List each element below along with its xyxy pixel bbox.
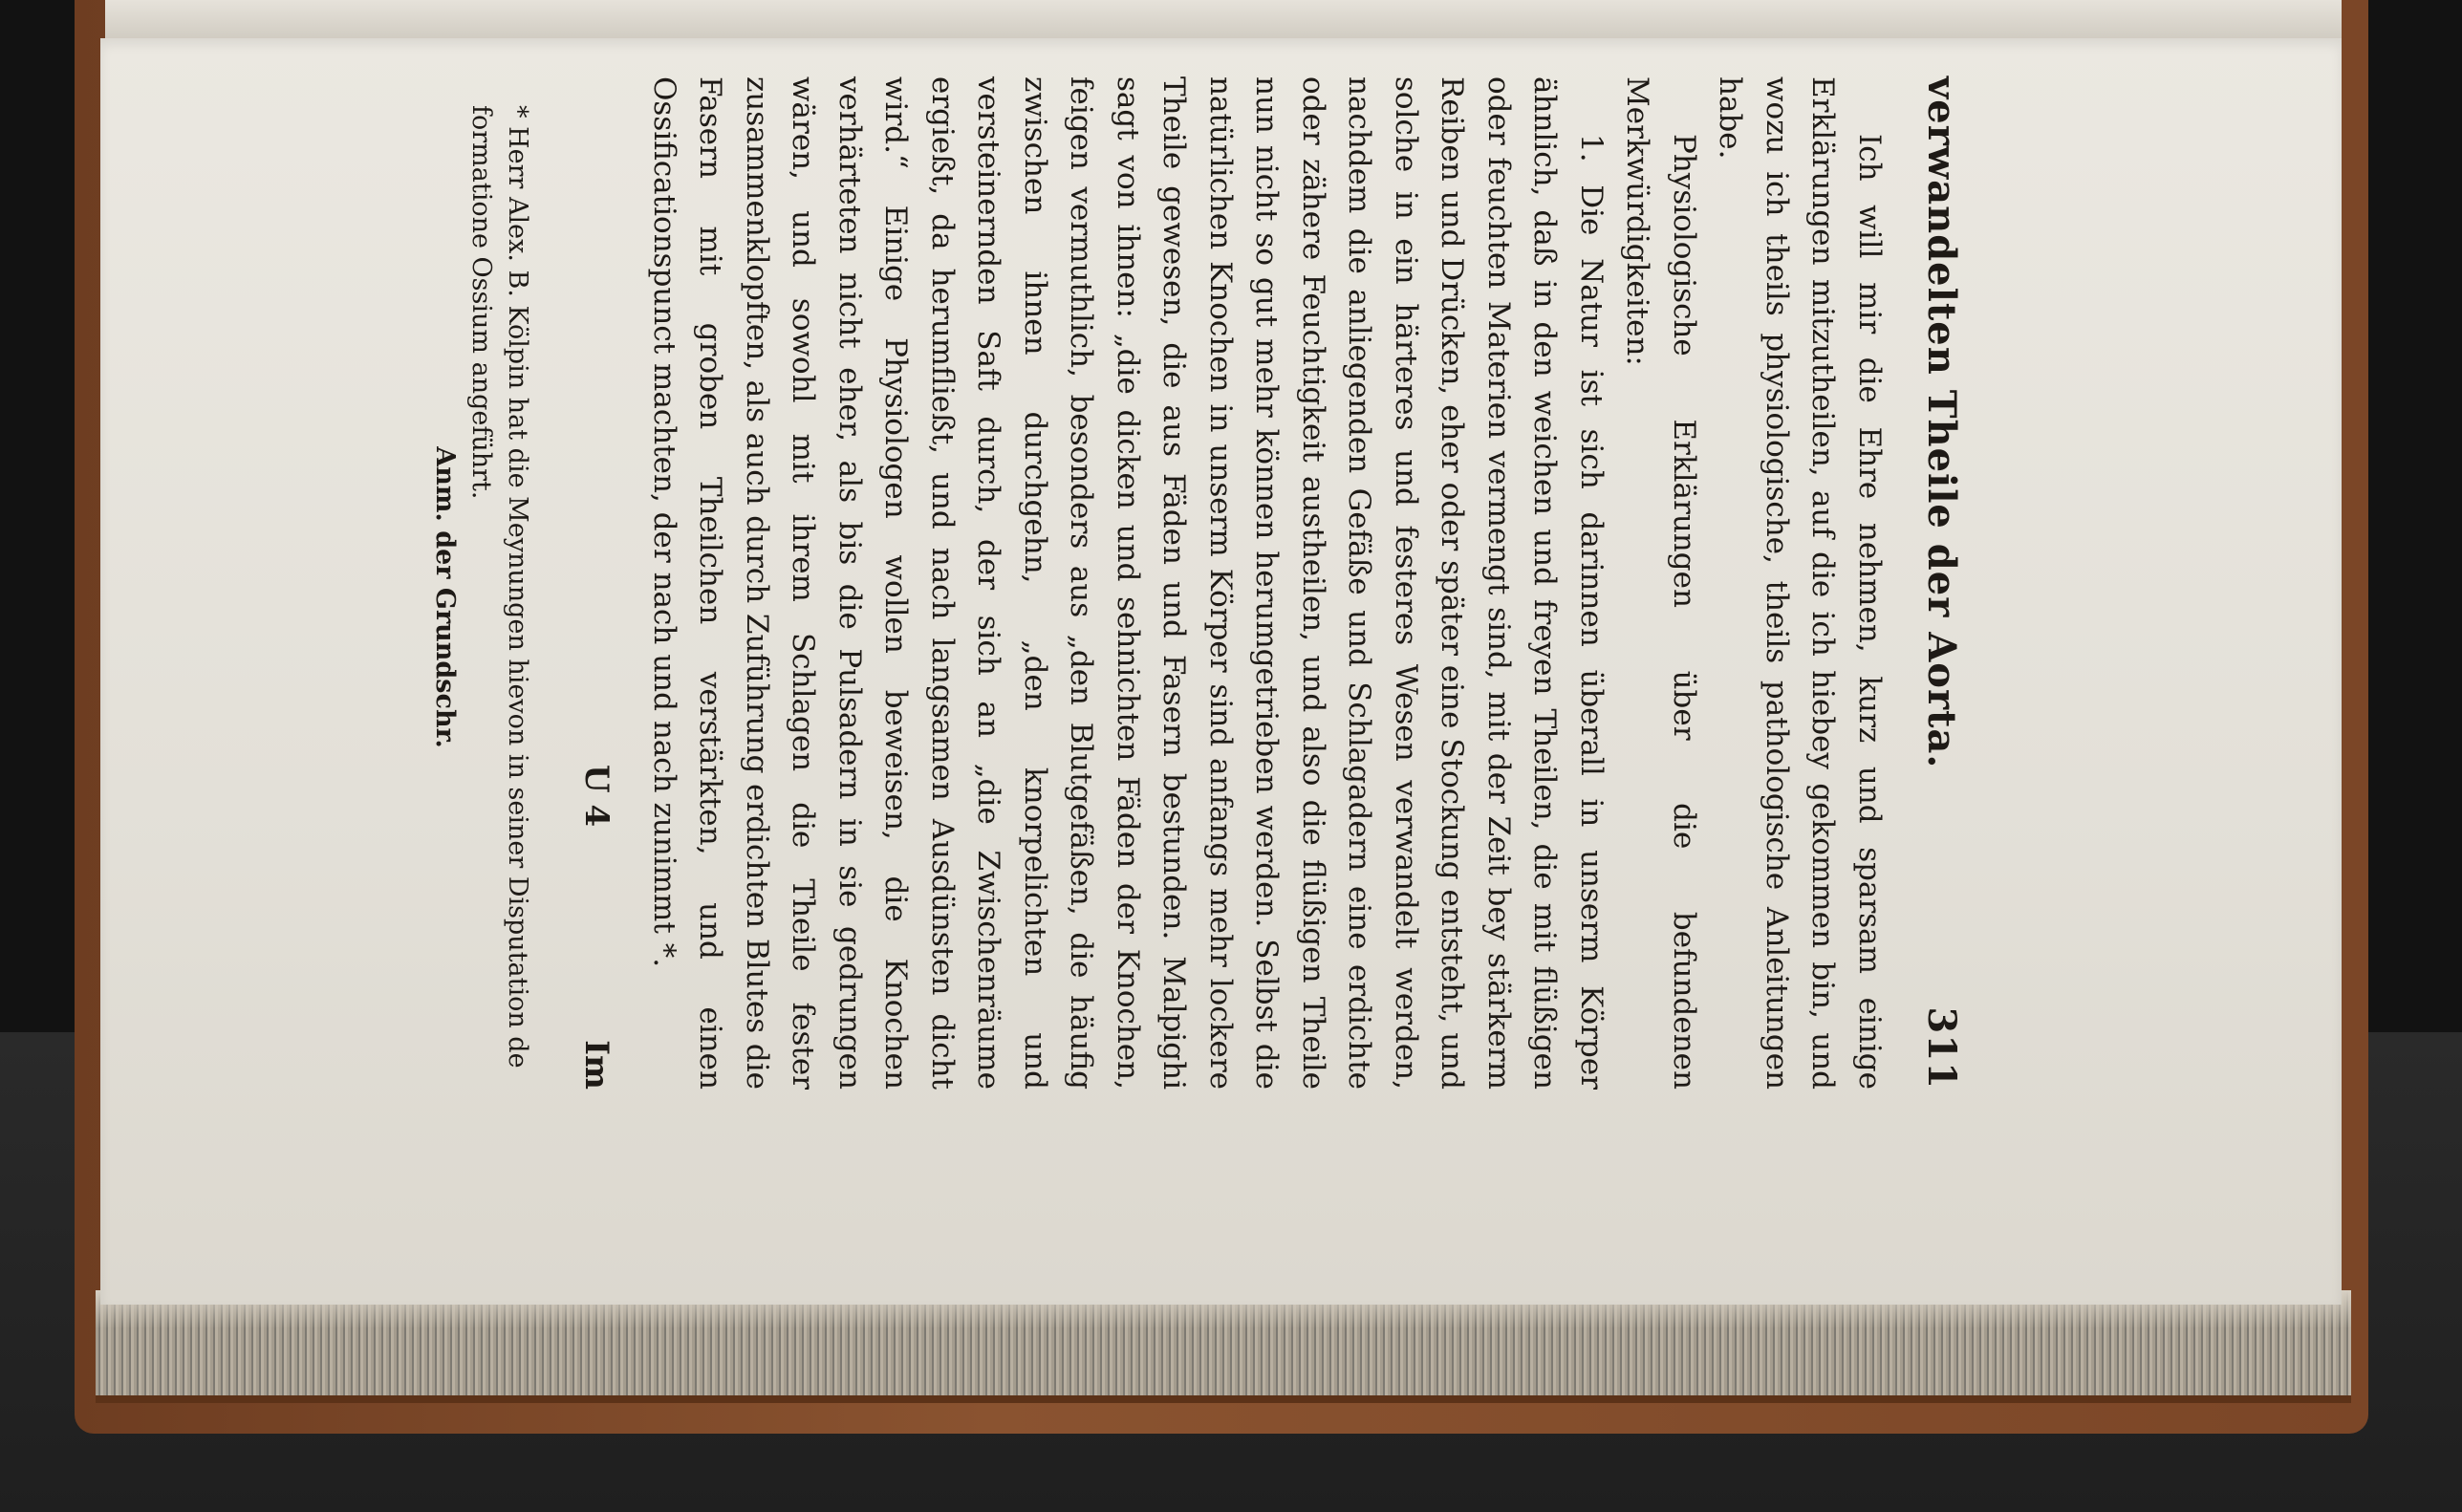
page-text-block — [430, 76, 1964, 1090]
footnote-text: * Herr Alex. B. Kölpin hat die Meynungen hievon in seiner Disputation de formatione Ossium angeführt. — [466, 105, 533, 1069]
paragraph-heading: Physiologische Erklärungen über die befundenen Merkwürdigkeiten: — [1620, 76, 1701, 1090]
page-edges — [96, 1290, 2351, 1403]
footnote-attribution: Anm. der Grundschr. — [430, 446, 461, 748]
running-head-title: verwandelten Theile der Aorta. — [1919, 76, 1964, 769]
paragraph-main: 1. Die Natur ist sich darinnen überall in unserm Körper ähnlich, daß in den weichen und freyen Theilen, die mit flüßigen oder feuchten Materien vermengt sind, mit der Zeit bey stärkerm Reiben und Drücken, eher oder später eine Stockung entsteht, und solche in ein härteres und festeres Wesen verwandelt werden, nachdem die anliegenden Gefäße und Schlagadern eine erdichte oder zähere Feuchtigkeit austheilen, und also die flüßigen Theile nun nicht so gut mehr können herumgetrieben werden. Selbst die natürlichen Knochen in unserm Körper sind anfangs mehr lockere Theile gewesen, die aus Fäden und Fasern bestunden. Malpighi sagt von ihnen: „die dicken und sehnichten Fäden der Knochen, feigen vermuthlich, besonders aus „den Blutgefäßen, die häufig zwischen ihnen durchgehn, „den knorpelichten und versteinernden Saft durch, der sich an „die Zwischenräume ergießt, da herumfließt, und nach langsamen Ausdünsten dicht wird.“ Einige Physiologen wollen beweisen, die Knochen verhärteten nicht eher, als bis die Pulsadern in sie gedrungen wären, und sowohl mit ihrem Schlagen die Theile fester zusammenklopften, als auch durch Zuführung erdichten Blutes die Fasern mit groben Theilchen verstärkten, und einen Ossificationspunct machten, der nach und nach zunimmt *. — [647, 76, 1609, 1090]
catchword: Im — [577, 1040, 616, 1090]
signature-mark: U 4 — [577, 765, 616, 828]
signature-line — [578, 76, 616, 1090]
paragraph-intro: Ich will mir die Ehre nehmen, kurz und sparsam einige Erklärungen mitzutheilen, auf die ich hiebey gekommen bin, und wozu ich theils physiologische, theils pathologische Anleitungen habe. — [1713, 76, 1887, 1090]
running-head — [1919, 76, 1964, 1090]
footnote — [427, 76, 536, 1090]
book-page — [100, 38, 2342, 1305]
page-number: 311 — [1919, 1006, 1964, 1090]
